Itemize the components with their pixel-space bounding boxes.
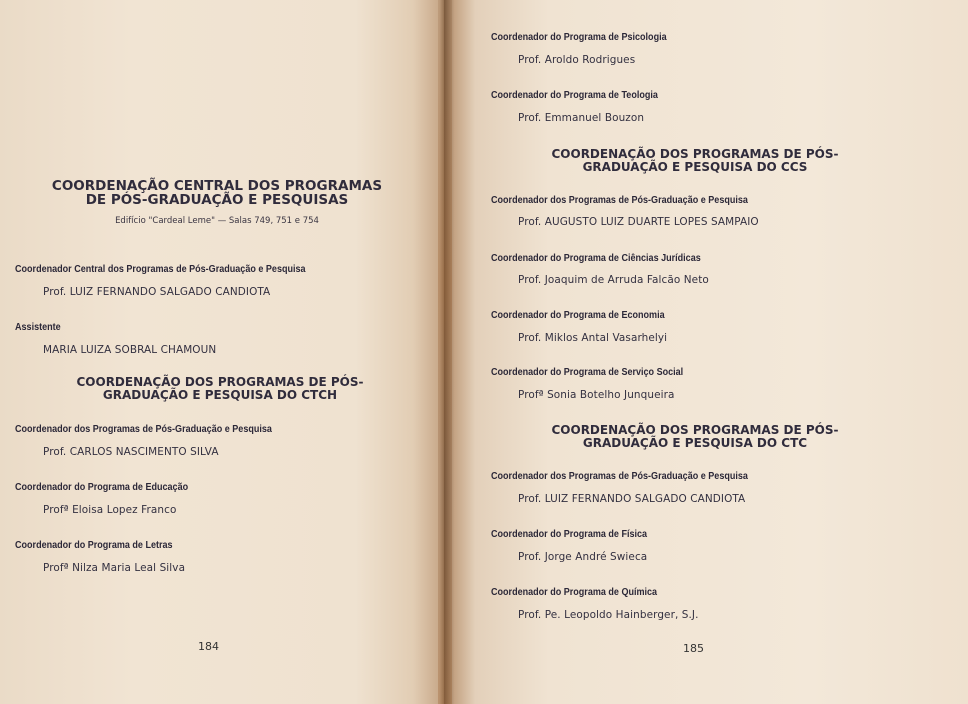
person-name: Profª Nilza Maria Leal Silva <box>43 561 186 574</box>
page-number-right: 185 <box>683 642 704 655</box>
person-name: Prof. Pe. Leopoldo Hainberger, S.J. <box>518 608 699 621</box>
role-label: Coordenador do Programa de Serviço Social <box>491 366 684 378</box>
role-label: Coordenador do Programa de Economia <box>491 309 665 321</box>
role-label: Coordenador do Programa de Teologia <box>491 89 658 101</box>
role-label: Coordenador dos Programas de Pós-Graduação e Pesquisa <box>491 470 748 482</box>
role-label: Coordenador do Programa de Física <box>491 528 648 540</box>
role-label: Assistente <box>15 321 61 333</box>
person-name: Prof. Emmanuel Bouzon <box>518 111 645 124</box>
role-label: Coordenador do Programa de Educação <box>15 481 189 493</box>
role-label: Coordenador do Programa de Ciências Jurídicas <box>491 252 701 264</box>
person-name: Profª Eloisa Lopez Franco <box>43 503 177 516</box>
page-number-left: 184 <box>198 640 219 653</box>
ctc-section-heading: COORDENAÇÃO DOS PROGRAMAS DE PÓS-GRADUAÇÃO E PESQUISA DO CTC <box>551 423 839 450</box>
role-label: Coordenador Central dos Programas de Pós-Graduação e Pesquisa <box>15 263 306 275</box>
person-name: Prof. LUIZ FERNANDO SALGADO CANDIOTA <box>518 492 746 505</box>
role-label: Coordenador do Programa de Química <box>491 586 658 598</box>
person-name: Prof. Miklos Antal Vasarhelyi <box>518 331 668 344</box>
person-name: MARIA LUIZA SOBRAL CHAMOUN <box>43 343 217 356</box>
book-gutter <box>438 0 452 704</box>
person-name: Prof. AUGUSTO LUIZ DUARTE LOPES SAMPAIO <box>518 215 759 228</box>
central-coordination-heading: COORDENAÇÃO CENTRAL DOS PROGRAMAS DE PÓS-GRADUAÇÃO E PESQUISAS <box>51 178 383 208</box>
building-rooms-subheading: Edifício "Cardeal Leme" — Salas 749, 751 e 754 <box>115 216 319 226</box>
right-page <box>444 0 968 704</box>
person-name: Prof. Aroldo Rodrigues <box>518 53 636 66</box>
role-label: Coordenador do Programa de Letras <box>15 539 173 551</box>
person-name: Prof. LUIZ FERNANDO SALGADO CANDIOTA <box>43 285 271 298</box>
person-name: Prof. CARLOS NASCIMENTO SILVA <box>43 445 219 458</box>
person-name: Prof. Joaquim de Arruda Falcão Neto <box>518 273 709 286</box>
role-label: Coordenador dos Programas de Pós-Graduação e Pesquisa <box>15 423 272 435</box>
ctch-section-heading: COORDENAÇÃO DOS PROGRAMAS DE PÓS-GRADUAÇÃO E PESQUISA DO CTCH <box>76 375 364 402</box>
person-name: Profª Sonia Botelho Junqueira <box>518 388 675 401</box>
role-label: Coordenador do Programa de Psicologia <box>491 31 667 43</box>
person-name: Prof. Jorge André Swieca <box>518 550 648 563</box>
role-label: Coordenador dos Programas de Pós-Graduação e Pesquisa <box>491 194 748 206</box>
ccs-section-heading: COORDENAÇÃO DOS PROGRAMAS DE PÓS-GRADUAÇÃO E PESQUISA DO CCS <box>551 147 839 174</box>
